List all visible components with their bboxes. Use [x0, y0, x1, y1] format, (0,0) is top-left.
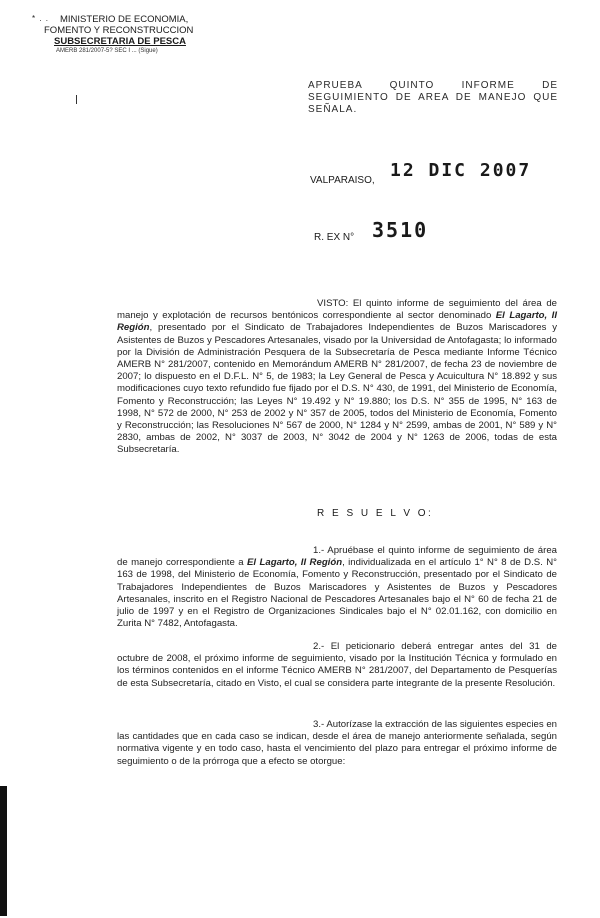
visto-paragraph	[117, 298, 557, 457]
ministry-line1: MINISTERIO DE ECONOMIA,	[60, 14, 189, 25]
place-label: VALPARAISO,	[310, 175, 375, 186]
visto-lead: VISTO: El quinto informe de seguimiento del área de manejo y explotación de recursos bentónicos correspondiente al sector denominado	[117, 298, 557, 322]
corner-mark: * . .	[32, 14, 50, 23]
resuelvo-heading: R E S U E L V O:	[317, 508, 434, 519]
letterhead	[40, 14, 240, 55]
date-stamp: 12 DIC 2007	[390, 160, 532, 181]
article-2: 2.- El peticionario deberá entregar antes del 31 de octubre de 2008, el próximo informe de seguimiento, visado por la Institución Técnica y formulado en los términos contenidos en el informe Técnico AMERB N° 281/2007, del Departamento de Pesquerías de esta Subsecretaría, citado en Visto, el cual se considera parte integrante de la presente Resolución.	[117, 641, 557, 689]
margin-tick	[76, 95, 77, 104]
visto-body: , presentado por el Sindicato de Trabajadores Independientes de Buzos Mariscadores y Asistentes de Buzos y Pescadores Artesanales, visado por la Universidad de Antofagasta; lo informado por la División de Administración Pesquera de la Subsecretaría de Pesca mediante Informe Técnico AMERB N° 281/2007, contenido en Memorándum AMERB N° 281/2007, de fecha 23 de noviembre de 2007; lo dispuesto en el D.F.L. N° 5, de 1983; la Ley General de Pesca y Acuicultura N° 18.892 y sus modificaciones cuyo texto refundido fue fijado por el D.S. N° 430, de 1991, del Ministerio de Economía, Fomento y Reconstrucción; las Leyes N° 19.492 y N° 19.880; los D.S. N° 355 de 1995, N° 163 de 1998, N° 572 de 2000, N° 253 de 2002 y N° 357 de 2005, todos del Ministerio de Economía, Fomento y Reconstrucción; las Resoluciones N° 567 de 2000, N° 1284 y N° 2599, ambas de 2001, N° 589 y N° 2830, ambas de 2002, N° 3037 de 2003, N° 3042 de 2004 y N° 1263 de 2006, todas de esta Subsecretaría.	[117, 322, 557, 456]
visto-sector: El Lagarto, II Región	[117, 310, 558, 334]
ministry-line2: FOMENTO Y RECONSTRUCCION	[44, 25, 194, 36]
resolution-number: 3510	[372, 218, 429, 242]
scan-edge-mark	[0, 786, 7, 916]
article-1-body: , individualizada en el artículo 1° N° 8 de D.S. N° 163 de 1998, del Ministerio de Economía, Fomento y Reconstrucción, presentado por el Sindicato de Trabajadores Independientes de Buzos Mariscadores y Asistentes de Buzos y Pescadores Artesanales, inscrito en el Registro Nacional de Pescadores Artesanales bajo el N° 60 de fecha 21 de julio de 1997 y en el Registro de Organizaciones Sindicales bajo el N° 02.01.162, con domicilio en Zurita N° 7482, Antofagasta.	[117, 557, 557, 630]
resolution-label: R. EX N°	[314, 232, 355, 243]
article-1	[117, 545, 557, 630]
article-3: 3.- Autorízase la extracción de las siguientes especies en las cantidades que en cada caso se indican, desde el área de manejo anteriormente señalada, según normativa vigente y en todo caso, hasta el vencimiento del plazo para entregar el próximo informe de seguimiento o de la prórroga que a efecto se otorgue:	[117, 719, 557, 767]
reference-code: AMERB 281/2007-5? SEC I ... (Sigue)	[56, 48, 158, 54]
document-subject: APRUEBA QUINTO INFORME DE SEGUIMIENTO DE AREA DE MANEJO QUE SEÑALA.	[308, 80, 558, 115]
subsecretaria-title: SUBSECRETARIA DE PESCA	[54, 36, 186, 47]
article-1-emph: El Lagarto, II Región	[247, 557, 343, 569]
article-1-lead: 1.- Apruébase el quinto informe de seguimiento de área de manejo correspondiente a	[117, 545, 557, 569]
